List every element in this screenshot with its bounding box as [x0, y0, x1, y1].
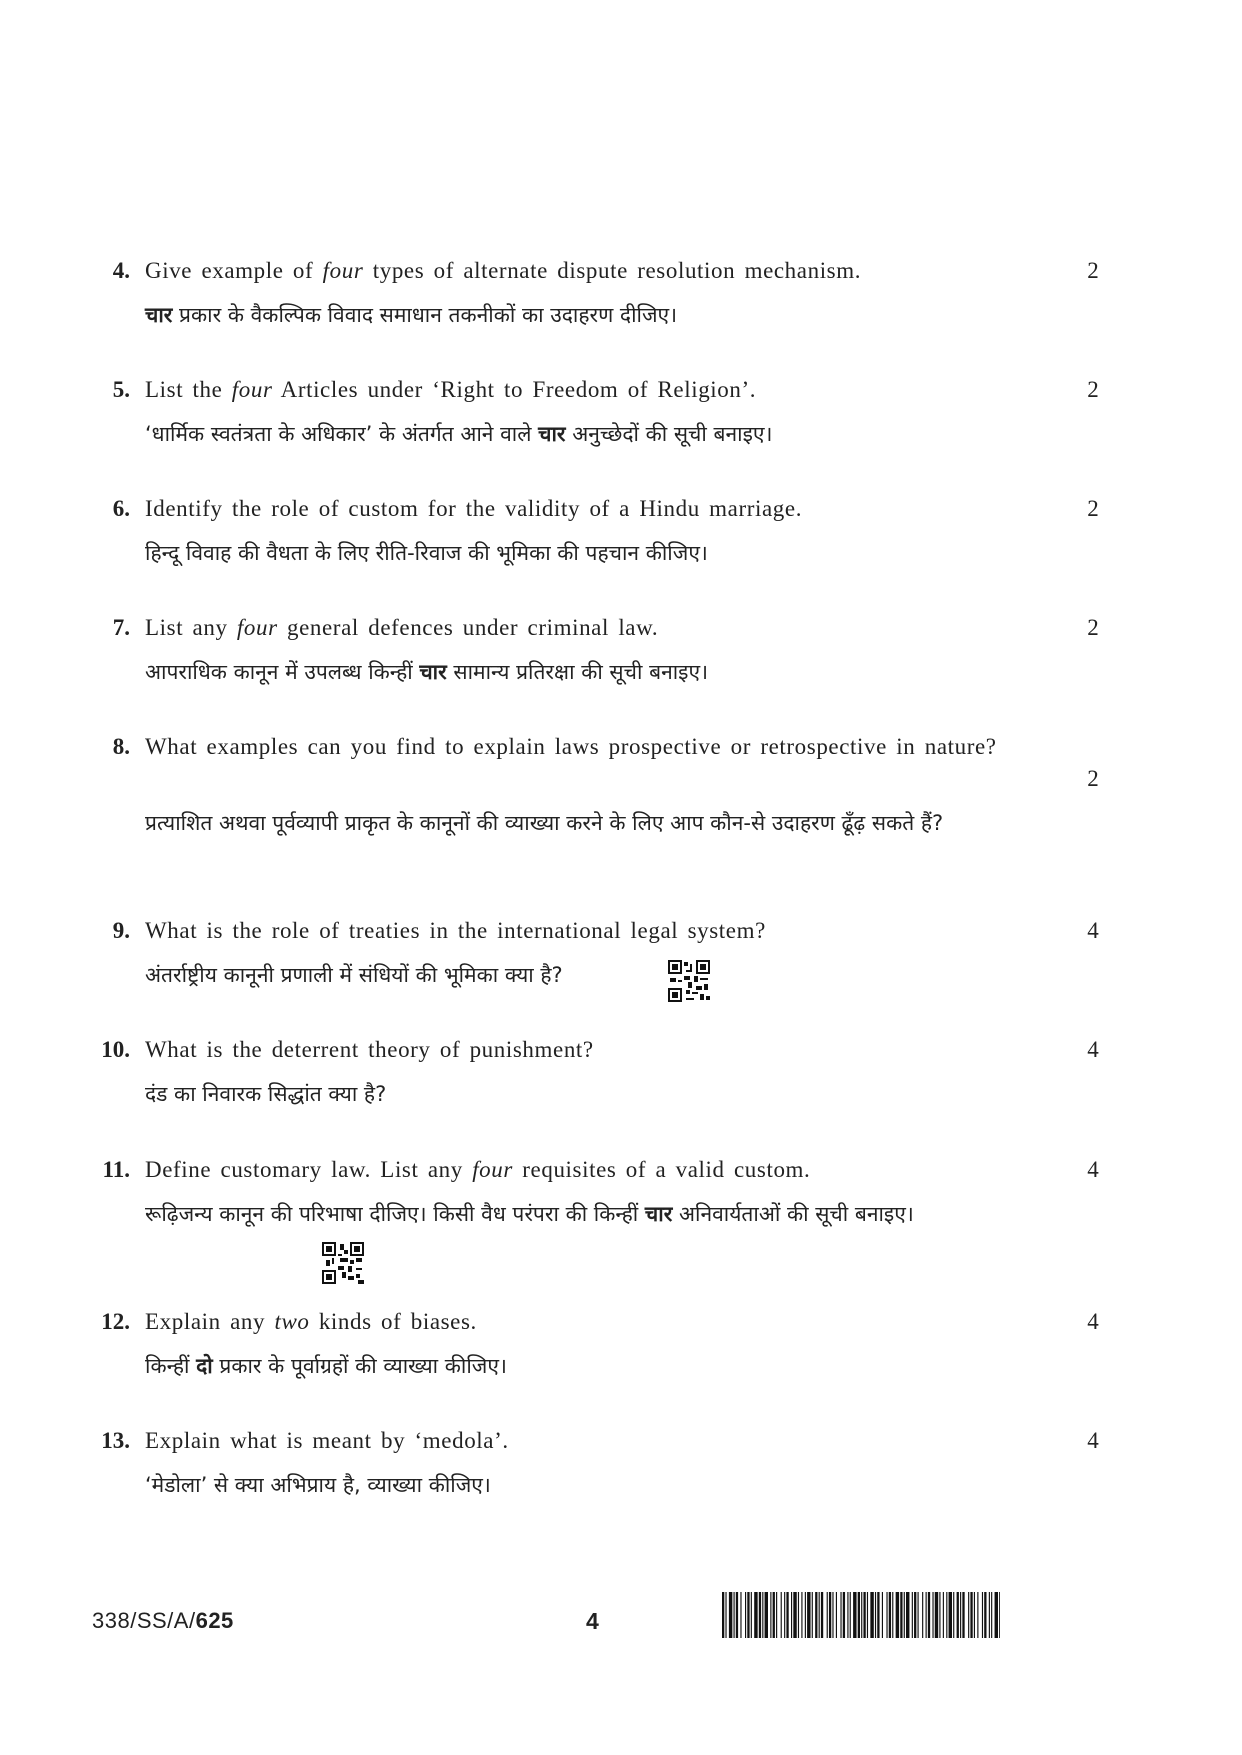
question-7: [0, 612, 1242, 722]
barcode-bar: [836, 1592, 837, 1638]
barcode-bar: [892, 1592, 893, 1638]
question-text-en: List the four Articles under ‘Right to Freedom of Religion’.: [145, 377, 757, 402]
barcode-bar: [840, 1592, 841, 1638]
question-5: [0, 374, 1242, 484]
barcode-bar: [960, 1592, 961, 1638]
page-number: 4: [586, 1608, 599, 1634]
barcode-bar: [829, 1592, 831, 1638]
question-number: 5.: [112, 377, 130, 402]
barcode-bar: [962, 1592, 964, 1638]
barcode-bar: [932, 1592, 933, 1638]
question-text-hi: किन्हीं दो प्रकार के पूर्वाग्रहों की व्याख्या कीजिए।: [145, 1354, 507, 1378]
question-text-en: Identify the role of custom for the validity of a Hindu marriage.: [145, 496, 803, 521]
question-text-hi: प्रत्याशित अथवा पूर्वव्यापी प्राकृत के कानूनों की व्याख्या करने के लिए आप कौन-से उदाहरण ढूँढ़ सकते हैं?: [145, 811, 944, 835]
barcode-bar: [957, 1592, 959, 1638]
question-text-en: Explain what is meant by ‘medola’.: [145, 1428, 509, 1453]
barcode-bar: [922, 1592, 923, 1638]
barcode-bar: [982, 1592, 983, 1638]
question-number: 7.: [112, 615, 130, 640]
barcode-bar: [734, 1592, 735, 1638]
question-13: [0, 1425, 1242, 1535]
barcode-bar: [853, 1592, 856, 1638]
question-number: 12.: [101, 1309, 130, 1334]
barcode-bar: [904, 1592, 905, 1638]
barcode-bar: [906, 1592, 909, 1638]
barcode-bar: [781, 1592, 782, 1638]
barcode-bar: [882, 1592, 883, 1638]
barcode-bar: [791, 1592, 792, 1638]
barcode-bar: [832, 1592, 833, 1638]
question-text-hi: ‘धार्मिक स्वतंत्रता के अधिकार’ के अंतर्गत आने वाले चार अनुच्छेदों की सूची बनाइए।: [145, 422, 773, 446]
barcode-bar: [918, 1592, 919, 1638]
question-marks: 4: [1087, 918, 1099, 943]
barcode-bar: [754, 1592, 757, 1638]
barcode-bar: [900, 1592, 902, 1638]
barcode-bar: [812, 1592, 813, 1638]
barcode-bar: [740, 1592, 741, 1638]
question-marks: 2: [1087, 615, 1099, 640]
barcode-bar: [751, 1592, 752, 1638]
question-marks: 4: [1087, 1037, 1099, 1062]
barcode-bar: [815, 1592, 817, 1638]
question-text-en: What is the role of treaties in the international legal system?: [145, 918, 766, 943]
question-8: [0, 731, 1242, 881]
barcode-bar: [926, 1592, 927, 1638]
question-marks: 2: [1087, 766, 1099, 791]
barcode-bar: [765, 1592, 768, 1638]
barcode-bar: [807, 1592, 810, 1638]
barcode-bar: [770, 1592, 771, 1638]
barcode-bar: [850, 1592, 851, 1638]
barcode-bar: [821, 1592, 823, 1638]
question-text-en: Give example of four types of alternate dispute resolution mechanism.: [145, 258, 862, 283]
barcode-bar: [861, 1592, 862, 1638]
barcode-bar: [867, 1592, 868, 1638]
question-number: 4.: [112, 258, 130, 283]
barcode-bar: [949, 1592, 952, 1638]
question-10: [0, 1034, 1242, 1144]
barcode-bar: [847, 1592, 848, 1638]
barcode-bar: [870, 1592, 873, 1638]
barcode-bar: [805, 1592, 806, 1638]
question-marks: 4: [1087, 1428, 1099, 1453]
question-text-en: What is the deterrent theory of punishment?: [145, 1037, 594, 1062]
question-number: 9.: [112, 918, 130, 943]
barcode-bar: [786, 1592, 788, 1638]
barcode-bar: [953, 1592, 954, 1638]
barcode-bar: [977, 1592, 978, 1638]
barcode-bar: [819, 1592, 820, 1638]
barcode-bar: [762, 1592, 763, 1638]
barcode-icon: [722, 1592, 1000, 1638]
question-text-hi: ‘मेडोला’ से क्या अभिप्राय है, व्याख्या कीजिए।: [145, 1473, 491, 1497]
qr-code-icon: [322, 1242, 364, 1284]
question-12: [0, 1306, 1242, 1416]
barcode-bar: [725, 1592, 726, 1638]
paper-code: [92, 1608, 234, 1634]
barcode-bar: [943, 1592, 944, 1638]
barcode-bar: [912, 1592, 913, 1638]
barcode-bar: [999, 1592, 1000, 1638]
barcode-bar: [974, 1592, 975, 1638]
question-number: 10.: [101, 1037, 130, 1062]
paper-code-prefix: 338/SS/A/: [92, 1608, 196, 1633]
barcode-bar: [939, 1592, 940, 1638]
barcode-bar: [801, 1592, 802, 1638]
question-marks: 4: [1087, 1157, 1099, 1182]
question-9: [0, 915, 1242, 1025]
question-text-hi: रूढ़िजन्य कानून की परिभाषा दीजिए। किसी वैध परंपरा की किन्हीं चार अनिवार्यताओं की सूची बनाइए।: [145, 1202, 914, 1226]
barcode-bar: [722, 1592, 724, 1638]
question-4: [0, 255, 1242, 365]
barcode-bar: [889, 1592, 891, 1638]
question-number: 11.: [102, 1157, 130, 1182]
barcode-bar: [759, 1592, 761, 1638]
barcode-bar: [747, 1592, 749, 1638]
barcode-bar: [886, 1592, 887, 1638]
barcode-bar: [914, 1592, 916, 1638]
barcode-bar: [745, 1592, 746, 1638]
question-number: 13.: [101, 1428, 130, 1453]
qr-code-icon: [668, 960, 710, 1002]
barcode-bar: [798, 1592, 799, 1638]
barcode-bar: [995, 1592, 998, 1638]
question-text-hi: चार प्रकार के वैकल्पिक विवाद समाधान तकनीकों का उदाहरण दीजिए।: [145, 303, 678, 327]
barcode-bar: [736, 1592, 738, 1638]
question-text-en: What examples can you find to explain laws prospective or retrospective in nature?: [145, 734, 997, 759]
barcode-bar: [946, 1592, 947, 1638]
barcode-bar: [875, 1592, 876, 1638]
question-marks: 2: [1087, 496, 1099, 521]
question-text-hi: दंड का निवारक सिद्धांत क्या है?: [145, 1082, 387, 1106]
barcode-bar: [827, 1592, 828, 1638]
barcode-bar: [935, 1592, 938, 1638]
question-text-en: Define customary law. List any four requisites of a valid custom.: [145, 1157, 811, 1182]
barcode-bar: [877, 1592, 879, 1638]
barcode-bar: [896, 1592, 899, 1638]
barcode-bar: [843, 1592, 845, 1638]
barcode-bar: [729, 1592, 732, 1638]
question-number: 6.: [112, 496, 130, 521]
barcode-bar: [863, 1592, 865, 1638]
question-marks: 2: [1087, 377, 1099, 402]
barcode-bar: [970, 1592, 972, 1638]
barcode-bar: [928, 1592, 930, 1638]
barcode-bar: [984, 1592, 986, 1638]
question-text-hi: अंतर्राष्ट्रीय कानूनी प्रणाली में संधियों की भूमिका क्या है?: [145, 963, 563, 987]
barcode-bar: [991, 1592, 992, 1638]
barcode-bar: [784, 1592, 785, 1638]
barcode-bar: [776, 1592, 777, 1638]
question-text-en: Explain any two kinds of biases.: [145, 1309, 477, 1334]
question-text-hi: आपराधिक कानून में उपलब्ध किन्हीं चार सामान्य प्रतिरक्षा की सूची बनाइए।: [145, 660, 709, 684]
barcode-bar: [968, 1592, 969, 1638]
barcode-bar: [858, 1592, 860, 1638]
question-number: 8.: [112, 734, 130, 759]
question-text-en: List any four general defences under criminal law.: [145, 615, 659, 640]
question-6: [0, 493, 1242, 603]
barcode-bar: [773, 1592, 775, 1638]
question-marks: 4: [1087, 1309, 1099, 1334]
question-text-hi: हिन्दू विवाह की वैधता के लिए रीति-रिवाज की भूमिका की पहचान कीजिए।: [145, 541, 708, 565]
paper-code-number: 625: [195, 1608, 234, 1633]
question-marks: 2: [1087, 258, 1099, 283]
barcode-bar: [989, 1592, 990, 1638]
barcode-bar: [793, 1592, 796, 1638]
question-11: [0, 1154, 1242, 1284]
